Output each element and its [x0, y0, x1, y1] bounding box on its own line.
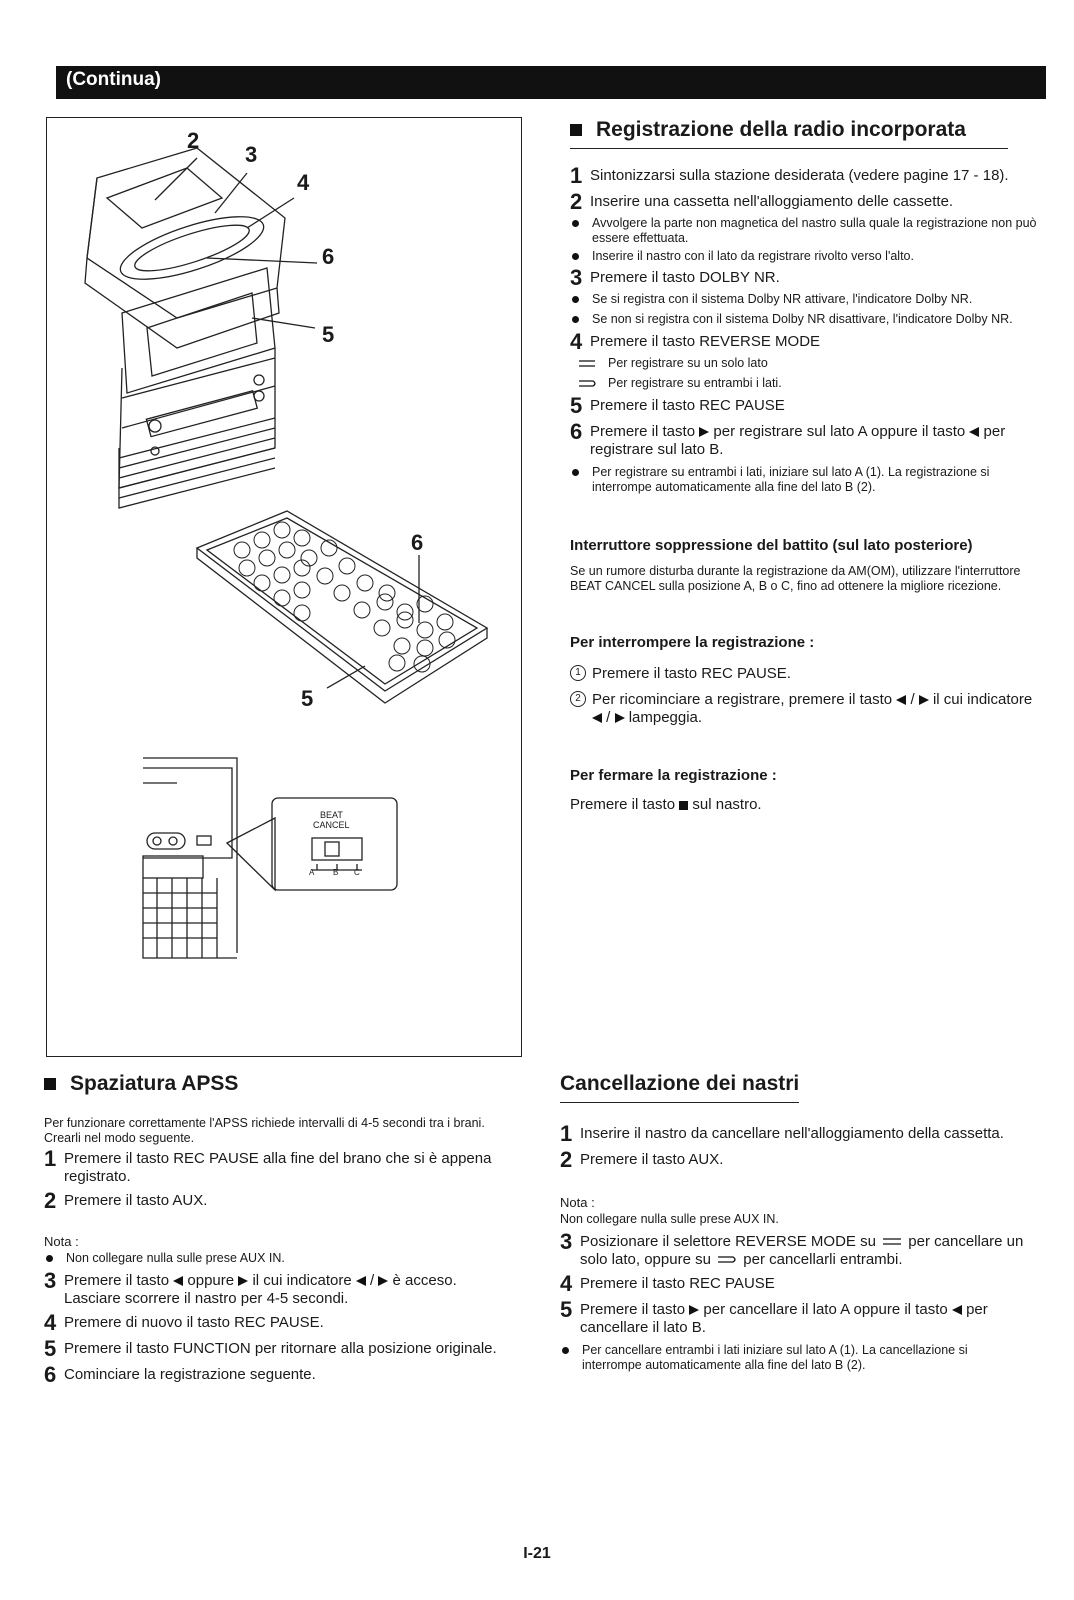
beat-heading: Interruttore soppressione del battito (sul lato posteriore): [570, 537, 973, 554]
step-text: Premere il tasto AUX.: [580, 1151, 724, 1168]
apss-intro: Per funzionare correttamente l'APSS richiede intervalli di 4-5 secondi tra i brani. Crearli nel modo seguente.: [44, 1116, 485, 1145]
step-number: 2: [570, 189, 583, 214]
bullet: [570, 465, 1042, 495]
one-side-mode-icon: [576, 358, 598, 370]
step-text: Premere il tasto REC PAUSE alla fine del brano che si è appena registrato.: [64, 1150, 492, 1185]
play-forward-icon: [238, 1276, 248, 1286]
step: [570, 329, 1042, 354]
play-reverse-icon: [592, 713, 602, 723]
circled-number-icon: 2: [570, 691, 586, 707]
step-text: Premere il tasto DOLBY NR.: [590, 269, 780, 286]
callout-number: 3: [245, 142, 258, 167]
stop-icon: [679, 801, 688, 810]
step-text-part: per registrare sul lato A oppure il tasto: [713, 423, 966, 440]
step-text-part: oppure: [187, 1272, 235, 1289]
step: [560, 1271, 1030, 1296]
step-number: 5: [44, 1336, 57, 1361]
play-forward-icon: [615, 713, 625, 723]
step-number: 5: [570, 393, 583, 418]
step-number: 1: [560, 1121, 573, 1146]
bullet-text: Avvolgere la parte non magnetica del nastro sulla quale la registrazione non può essere effettuata.: [592, 216, 1037, 245]
step-text-part: il cui indicatore: [252, 1272, 352, 1289]
bullet: [570, 249, 1042, 264]
bullet-dot-icon: [46, 1255, 53, 1262]
step: [44, 1362, 514, 1387]
step-text-part: per cancellare un solo lato, oppure su: [580, 1233, 1024, 1268]
step-number: 4: [44, 1310, 57, 1335]
step-text: Premere il tasto REVERSE MODE: [590, 333, 821, 350]
step-text: Sintonizzarsi sulla stazione desiderata (vedere pagine 17 - 18).: [590, 167, 1009, 184]
bullet-text: Per cancellare entrambi i lati iniziare sul lato A (1). La cancellazione si interrompe automaticamente alla fine del lato B (2).: [582, 1343, 968, 1372]
step: [570, 163, 1042, 188]
play-forward-icon: [699, 427, 709, 437]
bullet-dot-icon: [572, 316, 579, 323]
step: [570, 419, 1042, 459]
step: [570, 189, 1042, 214]
bullet-dot-icon: [562, 1347, 569, 1354]
step-text: Cominciare la registrazione seguente.: [64, 1366, 316, 1383]
step-text-part: per cancellare il lato B.: [580, 1301, 988, 1336]
step-number: 4: [570, 329, 583, 354]
bullet-dot-icon: [572, 296, 579, 303]
square-bullet-icon: [44, 1078, 56, 1090]
step-text-part: per registrare sul lato B.: [590, 423, 1006, 458]
both-sides-mode-icon: [715, 1254, 739, 1266]
step-number: 3: [560, 1229, 573, 1254]
play-forward-icon: [378, 1276, 388, 1286]
callout-number: 6: [411, 530, 424, 555]
step-text-part: Premere il tasto: [590, 423, 696, 440]
step: [570, 265, 1042, 290]
interrupt-text: Premere il tasto REC PAUSE.: [592, 665, 791, 682]
step-number: 4: [560, 1271, 573, 1296]
step: [44, 1188, 514, 1213]
step-text: Premere il tasto REC PAUSE: [590, 397, 785, 414]
play-forward-icon: [919, 695, 929, 705]
switch-pos-a: A: [309, 868, 315, 877]
step-number: 3: [570, 265, 583, 290]
stop-text: [570, 796, 1042, 813]
stop-text-part: sul nastro.: [692, 796, 762, 813]
step: [44, 1310, 514, 1335]
step: [560, 1121, 1030, 1146]
step-number: 1: [44, 1146, 57, 1171]
bullet-dot-icon: [572, 253, 579, 260]
radio-recording-section: [570, 118, 1042, 813]
bullet-text: Non collegare nulla sulle prese AUX IN.: [66, 1251, 285, 1265]
both-sides-mode-icon: [576, 378, 598, 390]
bullet: [570, 312, 1042, 327]
step-text: Inserire il nastro da cancellare nell'alloggiamento della cassetta.: [580, 1125, 1004, 1142]
callout-number: 4: [297, 170, 310, 195]
step-text: Premere di nuovo il tasto REC PAUSE.: [64, 1314, 324, 1331]
stereo-illustration: [47, 118, 523, 1058]
step-number: 6: [44, 1362, 57, 1387]
radio-heading: [570, 118, 1008, 149]
bullet-text: Se si registra con il sistema Dolby NR attivare, l'indicatore Dolby NR.: [592, 292, 973, 306]
apss-heading-text: Spaziatura APSS: [70, 1072, 239, 1095]
step-text: Premere il tasto REC PAUSE: [580, 1275, 775, 1292]
cancel-label: CANCEL: [313, 820, 350, 830]
mode-option: [570, 376, 1042, 391]
step-number: 6: [570, 419, 583, 444]
illustration-box: [46, 117, 522, 1057]
apss-section: [44, 1072, 514, 1386]
play-reverse-icon: [952, 1305, 962, 1315]
step-text-part: Premere il tasto: [580, 1301, 686, 1318]
play-reverse-icon: [356, 1276, 366, 1286]
stop-text-part: Premere il tasto: [570, 796, 676, 813]
nota-label: Nota :: [560, 1195, 595, 1210]
step-text: Inserire una cassetta nell'alloggiamento delle cassette.: [590, 193, 954, 210]
mode-text: Per registrare su un solo lato: [608, 356, 768, 370]
circled-number-icon: 1: [570, 665, 586, 681]
step-text: [580, 1301, 1030, 1337]
bullet: [570, 292, 1042, 307]
erase-heading: Cancellazione dei nastri: [560, 1072, 799, 1103]
step-number: 3: [44, 1268, 57, 1293]
stop-heading: Per fermare la registrazione :: [570, 767, 777, 784]
step-text-part: per cancellarli entrambi.: [743, 1251, 903, 1268]
step: [44, 1146, 514, 1186]
page-number: I-21: [523, 1545, 551, 1562]
play-reverse-icon: [969, 427, 979, 437]
square-bullet-icon: [570, 124, 582, 136]
mode-text: Per registrare su entrambi i lati.: [608, 376, 782, 390]
step: [44, 1336, 514, 1361]
bullet-dot-icon: [572, 220, 579, 227]
apss-heading: [44, 1072, 514, 1096]
step-text: [590, 423, 1042, 459]
interrupt-heading: Per interrompere la registrazione :: [570, 634, 815, 651]
step-text-part: Premere il tasto: [64, 1272, 170, 1289]
banner-label: (Continua): [66, 69, 161, 90]
play-reverse-icon: [896, 695, 906, 705]
switch-pos-b: B: [333, 868, 339, 877]
interrupt-text-part: lampeggia.: [628, 709, 703, 726]
section-banner: [56, 66, 1046, 99]
callout-number: 6: [322, 244, 335, 269]
step-number: 1: [570, 163, 583, 188]
step-text: Premere il tasto AUX.: [64, 1192, 208, 1209]
play-forward-icon: [689, 1305, 699, 1315]
step: [560, 1229, 1030, 1269]
step: [44, 1268, 514, 1308]
bullet: [560, 1343, 1030, 1373]
nota-text: Non collegare nulla sulle prese AUX IN.: [560, 1212, 779, 1226]
interrupt-item: [570, 691, 1042, 727]
bullet-dot-icon: [572, 469, 579, 476]
beat-label: BEAT: [320, 810, 343, 820]
step-text-part: è acceso. Lasciare scorrere il nastro per 4-5 secondi.: [64, 1272, 457, 1307]
mode-option: [570, 356, 1042, 371]
one-side-mode-icon: [880, 1236, 904, 1248]
bullet-text: Per registrare su entrambi i lati, iniziare sul lato A (1). La registrazione si interrompe automaticamente alla fine del lato B (2).: [592, 465, 990, 494]
step-text: Premere il tasto FUNCTION per ritornare alla posizione originale.: [64, 1340, 497, 1357]
step-number: 5: [560, 1297, 573, 1322]
bullet-text: Se non si registra con il sistema Dolby NR disattivare, l'indicatore Dolby NR.: [592, 312, 1013, 326]
step-text: Premere il tasto oppure il cui indicatore / è acceso. Lasciare scorrere il nastro per 4-5 secondi.: [64, 1272, 457, 1307]
step: [560, 1147, 1030, 1172]
step-text-part: Posizionare il selettore REVERSE MODE su: [580, 1233, 876, 1250]
play-reverse-icon: [173, 1276, 183, 1286]
callout-number: 5: [322, 322, 335, 347]
beat-text: Se un rumore disturba durante la registrazione da AM(OM), utilizzare l'interruttore BEAT CANCEL sulla posizione A, B o C, fino ad ottenere la migliore ricezione.: [570, 564, 1021, 593]
bullet: [570, 216, 1042, 246]
interrupt-text-part: il cui indicatore: [932, 691, 1033, 708]
step: [570, 393, 1042, 418]
step-number: 2: [560, 1147, 573, 1172]
step-text-part: per cancellare il lato A oppure il tasto: [703, 1301, 948, 1318]
bullet: [44, 1251, 514, 1266]
radio-heading-text: Registrazione della radio incorporata: [596, 118, 966, 141]
callout-number: 2: [187, 128, 200, 153]
interrupt-text-part: Per ricominciare a registrare, premere il tasto: [592, 691, 893, 708]
step-number: 2: [44, 1188, 57, 1213]
interrupt-item: [570, 665, 1042, 683]
nota-label: Nota :: [44, 1234, 79, 1249]
step: [560, 1297, 1030, 1337]
switch-pos-c: C: [354, 868, 360, 877]
erase-section: [560, 1072, 1030, 1373]
interrupt-text: Per ricominciare a registrare, premere il tasto / il cui indicatore / lampeggia.: [592, 691, 1033, 726]
bullet-text: Inserire il nastro con il lato da registrare rivolto verso l'alto.: [592, 249, 914, 263]
step-text: [580, 1233, 1030, 1269]
callout-number: 5: [301, 686, 314, 711]
